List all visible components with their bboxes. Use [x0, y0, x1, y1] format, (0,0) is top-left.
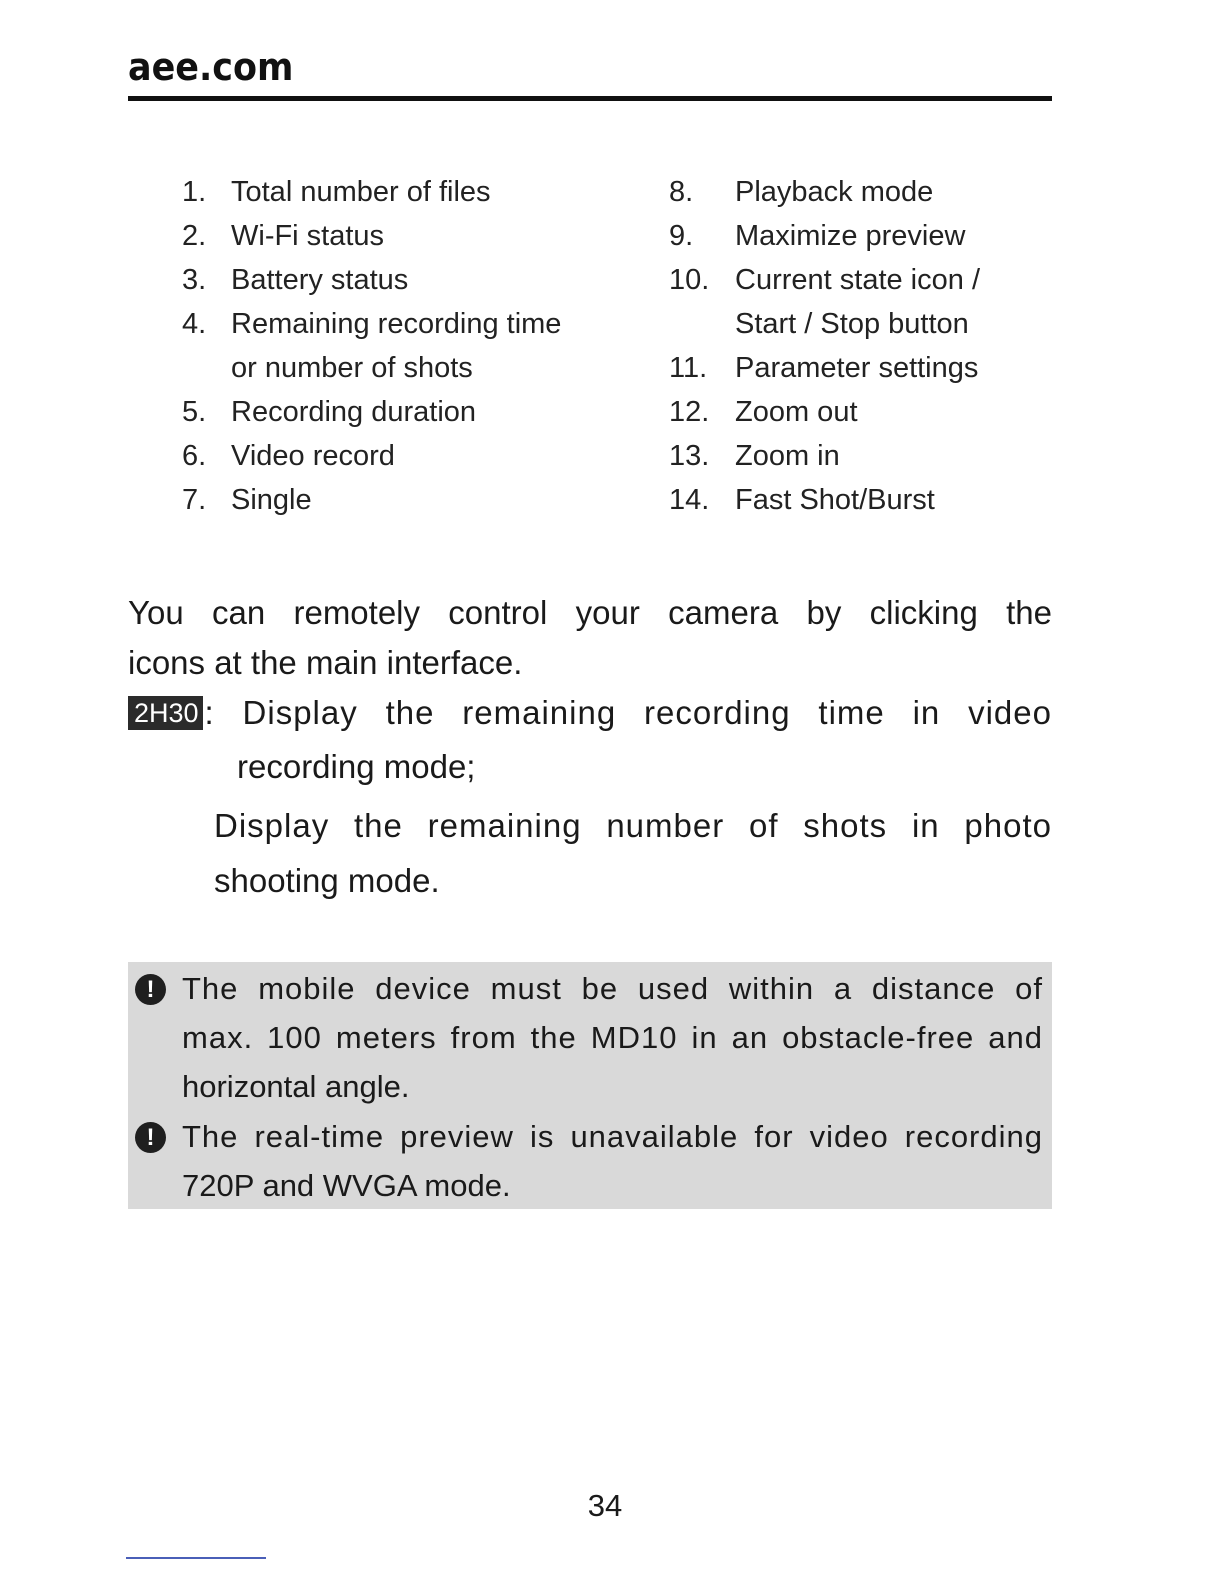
exclamation-circle-icon: ! [135, 974, 166, 1005]
note-text [182, 964, 1043, 1111]
list-item-number: 4. [182, 308, 207, 340]
list-item [182, 170, 622, 214]
list-item [669, 478, 1049, 522]
page-header [128, 44, 1052, 101]
list-item [669, 214, 1049, 258]
list-item-number: 8. [669, 176, 694, 208]
list-item-number: 3. [182, 264, 207, 296]
list-item [182, 390, 622, 434]
footer-rule [126, 1557, 266, 1559]
list-item [182, 214, 622, 258]
list-item-number: 9. [669, 220, 694, 252]
list-item-label [231, 302, 622, 390]
list-item-number: 11. [669, 352, 708, 384]
list-item-number: 7. [182, 484, 207, 516]
legend-list-right [669, 170, 1049, 522]
list-item-label: Single [231, 484, 312, 516]
intro-paragraph [128, 588, 1052, 688]
list-item-number: 10. [669, 264, 710, 296]
list-item-label: Video record [231, 440, 395, 472]
list-item [182, 434, 622, 478]
list-item [669, 434, 1049, 478]
list-item [669, 170, 1049, 214]
note-text [182, 1112, 1043, 1210]
note-line: The real-time preview is unavailable for video recording [182, 1119, 1043, 1154]
list-item-label: Fast Shot/Burst [735, 484, 935, 516]
list-item [669, 258, 1049, 346]
note-line: horizontal angle. [182, 1069, 410, 1104]
remaining-indicator-description [128, 688, 1052, 738]
brand-logo: aee.com [128, 45, 294, 89]
list-item-number: 5. [182, 396, 207, 428]
list-item-line: Remaining recording time [231, 308, 562, 340]
intro-line: You can remotely control your camera by clicking the [128, 594, 1052, 631]
list-item-line: or number of shots [231, 352, 473, 384]
list-item-label: Maximize preview [735, 220, 966, 252]
list-item-label: Wi-Fi status [231, 220, 385, 252]
remaining-time-badge: 2H30 [128, 696, 203, 730]
remaining-indicator-continuation: recording mode; [237, 748, 476, 785]
list-item-label [735, 258, 1049, 346]
list-item [182, 302, 622, 390]
list-item-line: Current state icon / [735, 264, 980, 296]
list-item [182, 478, 622, 522]
remaining-indicator-text: : Display the remaining recording time in video [204, 694, 1052, 731]
list-item [669, 390, 1049, 434]
list-item-number: 12. [669, 396, 710, 428]
photo-mode-line: Display the remaining number of shots in photo [214, 807, 1052, 844]
legend-list-left [182, 170, 622, 522]
list-item-label: Playback mode [735, 176, 934, 208]
intro-line: icons at the main interface. [128, 644, 523, 681]
note-line: 720P and WVGA mode. [182, 1168, 511, 1203]
list-item-label: Battery status [231, 264, 409, 296]
list-item-number: 13. [669, 440, 710, 472]
list-item [182, 258, 622, 302]
list-item-number: 1. [182, 176, 207, 208]
list-item-number: 2. [182, 220, 207, 252]
photo-mode-description [214, 798, 1052, 908]
list-item-label: Recording duration [231, 396, 477, 428]
list-item-number: 14. [669, 484, 710, 516]
list-item-label: Total number of files [231, 176, 491, 208]
list-item [669, 346, 1049, 390]
photo-mode-line: shooting mode. [214, 862, 440, 899]
exclamation-circle-icon: ! [135, 1122, 166, 1153]
list-item-label: Parameter settings [735, 352, 979, 384]
page-number: 34 [587, 1488, 623, 1523]
list-item-label: Zoom out [735, 396, 858, 428]
list-item-number: 6. [182, 440, 207, 472]
notes-box [128, 962, 1052, 1209]
note-line: The mobile device must be used within a distance of [182, 971, 1043, 1006]
list-item-label: Zoom in [735, 440, 840, 472]
note-line: max. 100 meters from the MD10 in an obstacle-free and [182, 1020, 1043, 1055]
list-item-line: Start / Stop button [735, 308, 969, 340]
